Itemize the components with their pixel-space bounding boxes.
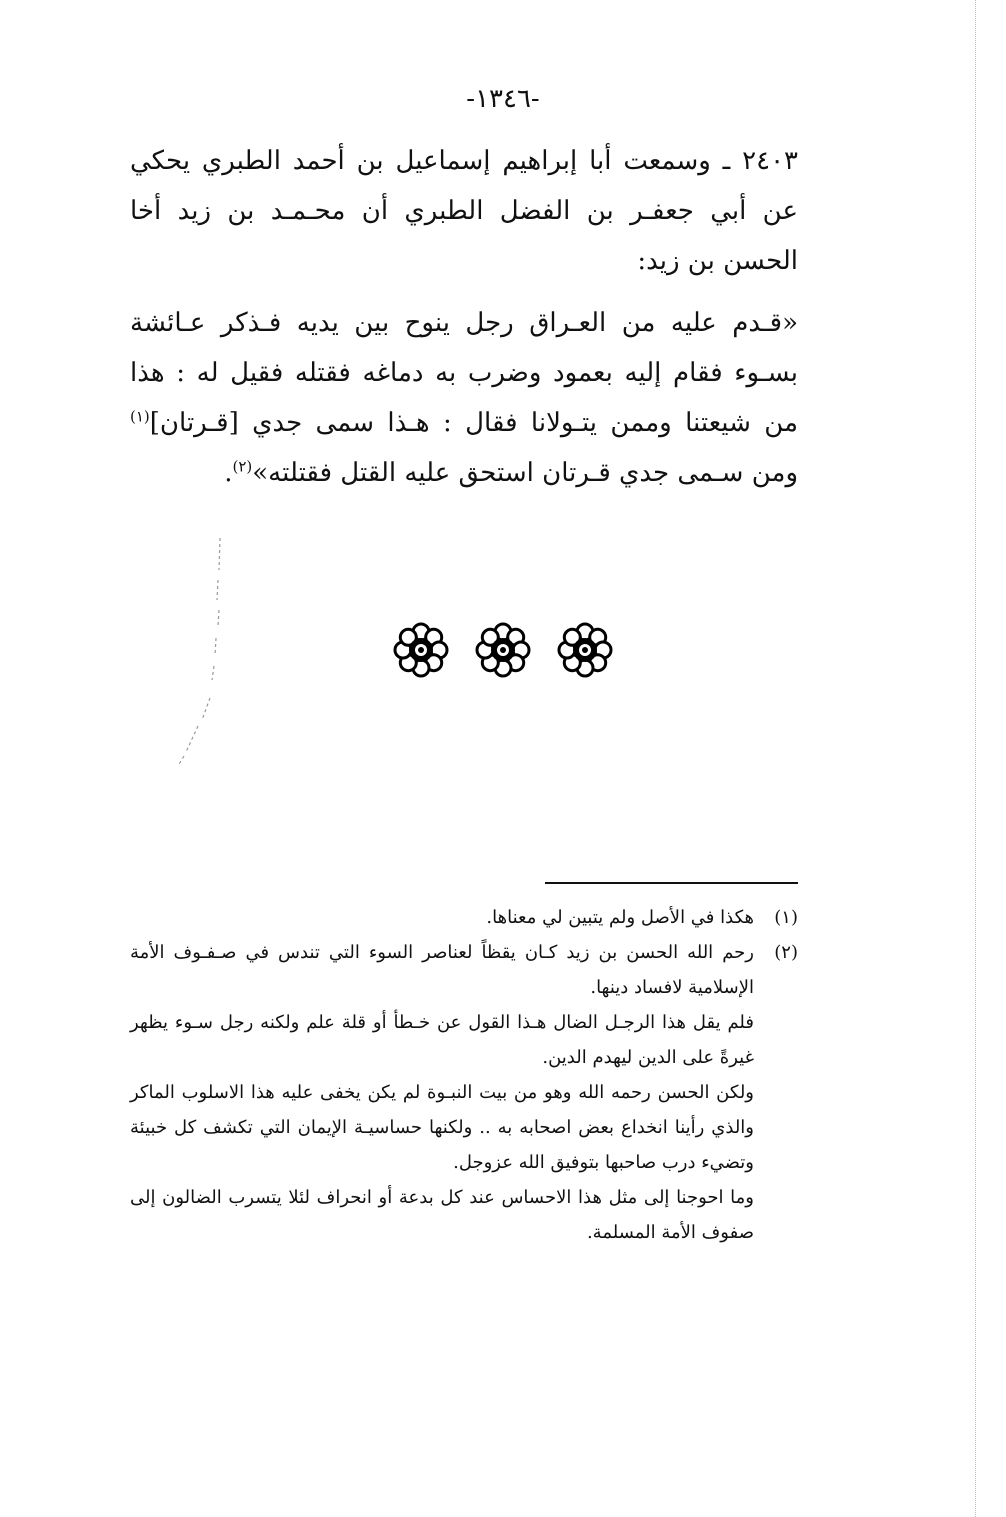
footnote-ref-2: (٢) <box>232 457 253 476</box>
flower-ornament-icon <box>557 622 613 678</box>
quote-paragraph <box>130 298 798 498</box>
footnote-paragraph: وما احوجنا إلى مثل هذا الاحساس عند كل بدعة أو انحراف لئلا يتسرب الضالون إلى صفوف الأمة المسلمة. <box>130 1187 754 1243</box>
footnote-number: (٢) <box>774 942 798 963</box>
footnote-text: هكذا في الأصل ولم يتبين لي معناها. <box>486 907 754 928</box>
flower-ornament-icon <box>475 622 531 678</box>
quote-text-2: ومن سـمى جدي قـرتان استحق عليه القتل فقتلته» <box>252 458 798 488</box>
quote-end: . <box>224 458 233 488</box>
footnote-paragraph: ولكن الحسن رحمه الله وهو من بيت النبـوة لم يكن يخفى عليه هذا الاسلوب الماكر والذي رأينا انخداع بعض اصحابه به .. ولكنها حساسيـة الإيمان التي تكشف كل خبيئة وتضيء درب صاحبها بتوفيق الله عزوجل. <box>130 1082 754 1173</box>
footnotes <box>130 900 798 1250</box>
section-divider-ornaments <box>0 622 1006 682</box>
quote-text-1: «قـدم عليه من العـراق رجل ينوح بين يديه فـذكر عـائشة بسـوء فقام إليه بعمود وضرب به دماغه فقتله فقيل له : هذا من شيعتنا وممن يتـولانا فقال : هـذا سمى جدي [قـرتان] <box>130 308 798 438</box>
page-edge-dotted-line <box>975 0 976 1517</box>
footnote-number: (١) <box>774 907 798 928</box>
footnote-1 <box>130 900 798 935</box>
flower-ornament-icon <box>393 622 449 678</box>
narration-paragraph: ٢٤٠٣ ـ وسمعت أبا إبراهيم إسماعيل بن أحمد الطبري يحكي عن أبي جعفـر بن الفضل الطبري أن محـمـد بن زيد أخا الحسن بن زيد: <box>130 146 798 276</box>
footnote-2 <box>130 935 798 1005</box>
footnote-paragraph: فلم يقل هذا الرجـل الضال هـذا القول عن خـطأ أو قلة علم ولكنه رجل سـوء يظهر غيرةً على الدين ليهدم الدين. <box>130 1012 754 1068</box>
footnote-separator-rule <box>545 882 798 884</box>
footnote-text: رحم الله الحسن بن زيد كـان يقظاً لعناصر السوء التي تندس في صـفـوف الأمة الإسلامية لافساد دينها. <box>130 942 754 998</box>
main-text <box>130 136 798 498</box>
page-number: -١٣٤٦- <box>466 84 540 114</box>
footnote-ref-1: (١) <box>130 407 150 426</box>
